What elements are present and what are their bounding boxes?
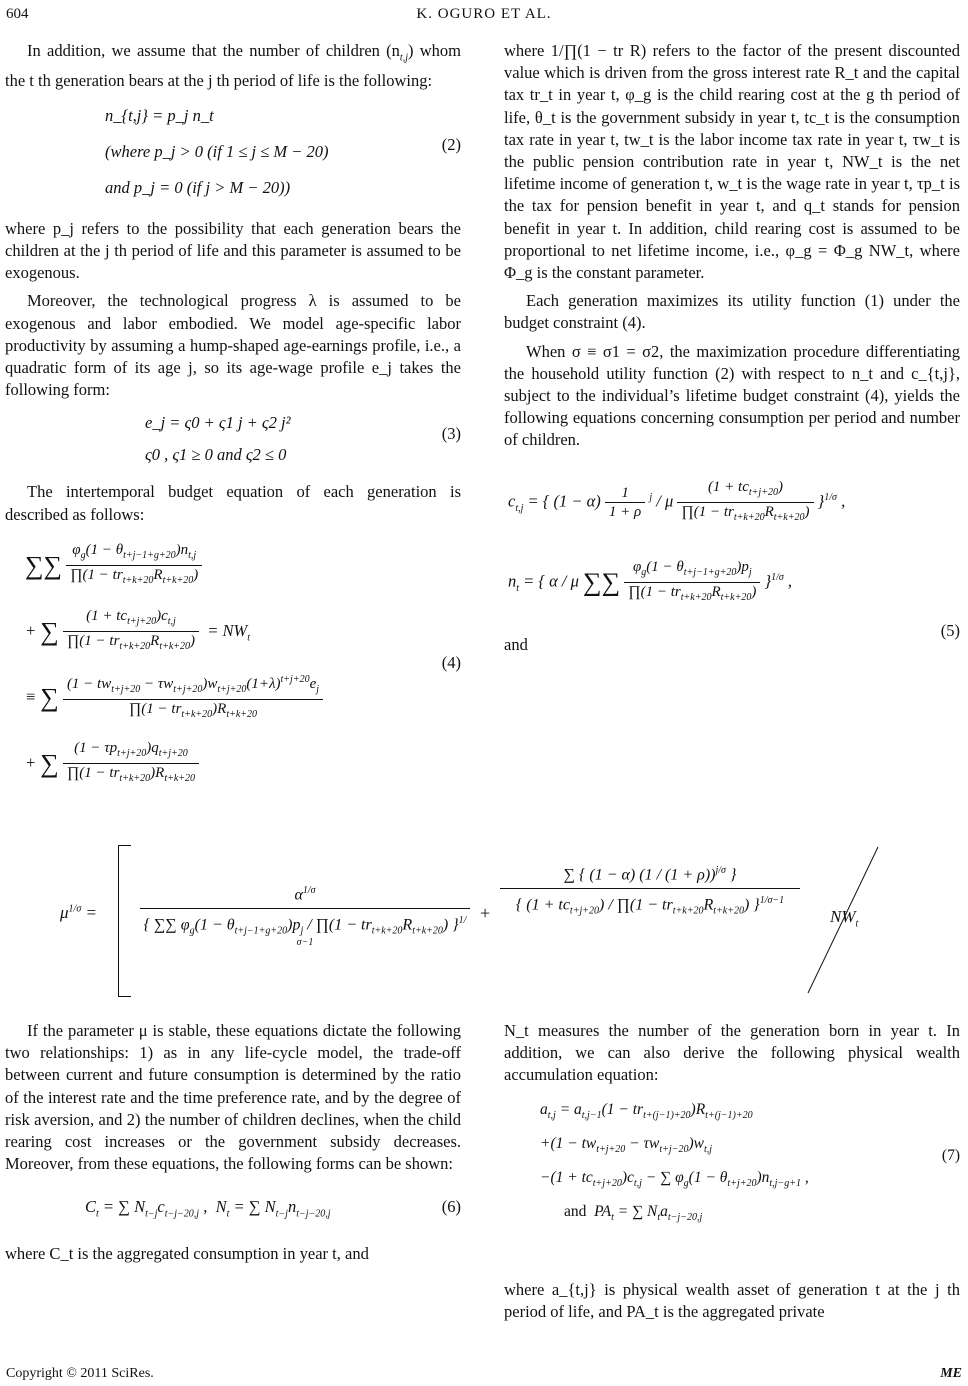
left-paragraph-5: If the parameter μ is stable, these equations dictate the following two relationships: 1) as in any life-cycle model, the trade-off between current and future consumption is determined by the ratio of the interest rate and the time preference rate, and by the degree of risk aversion, and 2) the number of children declines, when the child rearing cost increases or the government subsidy decreases. Moreover, from these equations, the following forms can be shown: <box>5 1021 461 1174</box>
running-header <box>0 6 968 30</box>
page-footer <box>0 1366 968 1386</box>
equation-3 <box>5 407 461 471</box>
eq5-consumption: $c_{t,j}$ = { (1 − α) $\frac{1}{1 + \rho}$ $^j$ / μ $\frac{(1 + tc_{t+j+20})}{\prod(1 - tr_{t+k+20}R_{t+k+20})}$ }$^{1/\sigma}$ , <box>508 478 846 523</box>
equation-7 <box>504 1093 960 1269</box>
eq3-line-2: ς0 , ς1 ≥ 0 and ς2 ≤ 0 <box>145 445 287 465</box>
right-and: and <box>504 634 528 654</box>
equation-mu <box>60 845 910 995</box>
right-paragraph-5: where a_{t,j} is physical wealth asset of generation t at the j th period of life, and PA_t is the aggregated private <box>504 1279 960 1321</box>
left-paragraph-1: In addition, we assume that the number of children $(n_{t,j})$ whom the t th generation bears at the j th period of life is the following: <box>5 41 461 90</box>
right-paragraph-2: Each generation maximizes its utility function (1) under the budget constraint (4). <box>504 291 960 333</box>
eq5-number: (5) <box>940 620 960 640</box>
left-column <box>5 40 461 820</box>
eq4-number: (4) <box>441 652 461 672</box>
right-paragraph-4: N_t measures the number of the generation born in year t. In addition, we can also derive the following physical wealth accumulation equation: <box>504 1021 960 1085</box>
eq4-term-3: ≡ ∑ $\frac{(1 - tw_{t+j+20} - \tau w_{t+j+20})w_{t+j+20}(1+\lambda)^{t+j+20}e_j}{\prod(1 - tr_{t+k+20})R_{t+k+20}}$ <box>5 664 461 730</box>
eq5-children: $n_t$ = { α / μ ∑∑ $\frac{\varphi_g(1 - \theta_{t+j-1+g+20})p_j}{\prod(1 - tr_{t+k+20}R_{t+k+20})}$ }$^{1/\sigma}$ , <box>508 558 793 603</box>
eq2-number: (2) <box>441 134 461 154</box>
eq7-line-2: $+(1 - tw_{t+j+20} - \tau w_{t+j-20})w_{t,j}$ <box>540 1134 713 1155</box>
eq6-number: (6) <box>441 1197 461 1217</box>
mu-lhs: $\mu^{1/\sigma}$ = <box>60 903 97 922</box>
left-paragraph-3: Moreover, the technological progress λ is assumed to be exogenous and labor embodied. We model age-specific labor productivity by assuming a hump-shaped age-earnings profile, i.e., a quadratic form of its age j, so its age-wage profile e_j takes the following form: <box>5 291 461 400</box>
right-column <box>504 40 960 662</box>
equation-5 <box>504 458 960 638</box>
eq3-number: (3) <box>441 424 461 444</box>
eq2-line-1: n_{t,j} = p_j n_t <box>105 105 214 125</box>
eq4-term-1: ∑∑ $\frac{\varphi_g(1 - \theta_{t+j-1+g+20})n_{t,j}}{\prod(1 - tr_{t+k+20}R_{t+k+20})}$ <box>5 532 461 598</box>
left-paragraph-6: where C_t is the aggregated consumption in year t, and <box>5 1244 369 1264</box>
left-paragraph-4: The intertemporal budget equation of each generation is described as follows: <box>5 482 461 524</box>
mu-left-bracket <box>118 845 131 997</box>
equation-4 <box>5 532 461 810</box>
journal-abbrev: ME <box>940 1366 962 1381</box>
copyright: Copyright © 2011 SciRes. <box>6 1366 154 1381</box>
eq2-line-3: and p_j = 0 (if j > M − 20)) <box>105 177 291 197</box>
right-paragraph-1: where 1/∏(1 − tr R) refers to the factor of the present discounted value which is driven from the gross interest rate R_t and the capital tax tr_t in year t, φ_g is the child rearing cost at the g th period of life, θ_t is the government subsidy in year t, tc_t is the consumption tax rate in year t, tw_t is the labor income tax rate in year t, τw_t is the public pension contribution rate in year t, NW_t is the net lifetime income of generation t, w_t is the wage rate in year t, τp_t is the tax for pension benefit in year t, and q_t stands for pension benefit in year t. In addition, child rearing cost is assumed to be proportional to net lifetime income, i.e., φ_g = Φ_g NW_t, where Φ_g is the constant parameter. <box>504 41 960 283</box>
eq7-line-1: $a_{t,j} = a_{t,j-1}(1 - tr_{t+(j-1)+20})R_{t+(j-1)+20}$ <box>540 1100 753 1121</box>
page-number: 604 <box>6 6 29 22</box>
left-column-lower <box>5 1020 461 1272</box>
mu-term-2: ∑ { (1 − α) $(1 / (1 + \rho))^{j/\sigma}$ } { $(1 + tc_{t+j+20})$ / ∏(1 − $tr_{t+k+20}R_{t+k+20}$) }$^{1/\sigma-1}$ <box>500 865 800 917</box>
right-column-lower <box>504 1020 960 1329</box>
mu-plus: + <box>480 903 491 923</box>
eq7-line-4: and $PA_t$ = ∑ $N_ta_{t-j-20,j}$ <box>564 1202 703 1223</box>
right-paragraph-3: When σ ≡ σ1 = σ2, the maximization procedure differentiating the household utility function (2) with respect to n_t and c_{t,j}, subject to the individual’s lifetime budget constraint (4), yields the following equations concerning consumption per period and number of children. <box>504 341 960 450</box>
left-paragraph-2: where p_j refers to the possibility that each generation bears the children at the j th period of life and this parameter is assumed to be exogenous. <box>5 218 461 283</box>
equation-6: $C_t$ = ∑ $N_{t-j}c_{t-j-20,j}$ , $N_t$ = ∑ $N_{t-j}n_{t-j-20,j}$ (6) <box>5 1181 461 1233</box>
running-title: K. OGURO ET AL. <box>416 6 552 22</box>
eq7-number: (7) <box>941 1146 960 1164</box>
eq7-line-3: $-(1 + tc_{t+j+20})c_{t,j}$ − ∑ $\varphi_g(1 - \theta_{t+j+20})n_{t,j-g+1}$ , <box>540 1168 809 1189</box>
mu-term-1: $\alpha^{1/\sigma}$ { ∑∑ $\varphi_g(1 - \theta_{t+j-1+g+20})p_j$ / ∏(1 − $tr_{t+k+20}R_{t+k+20}$) }$^{1/\sigma-1}$ <box>140 885 470 956</box>
eq3-line-1: e_j = ς0 + ς1 j + ς2 j² <box>145 413 291 433</box>
eq4-term-4: + ∑ $\frac{(1 - \tau p_{t+j+20})q_{t+j+20}}{\prod(1 - tr_{t+k+20})R_{t+k+20}}$ <box>5 730 461 796</box>
eq2-line-2: (where p_j > 0 (if 1 ≤ j ≤ M − 20) <box>105 141 329 161</box>
equation-2 <box>5 98 461 208</box>
mu-division-slash <box>800 845 880 995</box>
eq4-term-2: + ∑ $\frac{(1 + tc_{t+j+20})c_{t,j}}{\prod(1 - tr_{t+k+20}R_{t+k+20})}$ = $NW_t$ <box>25 608 251 653</box>
mu-rhs: $NW_t$ <box>830 907 859 930</box>
